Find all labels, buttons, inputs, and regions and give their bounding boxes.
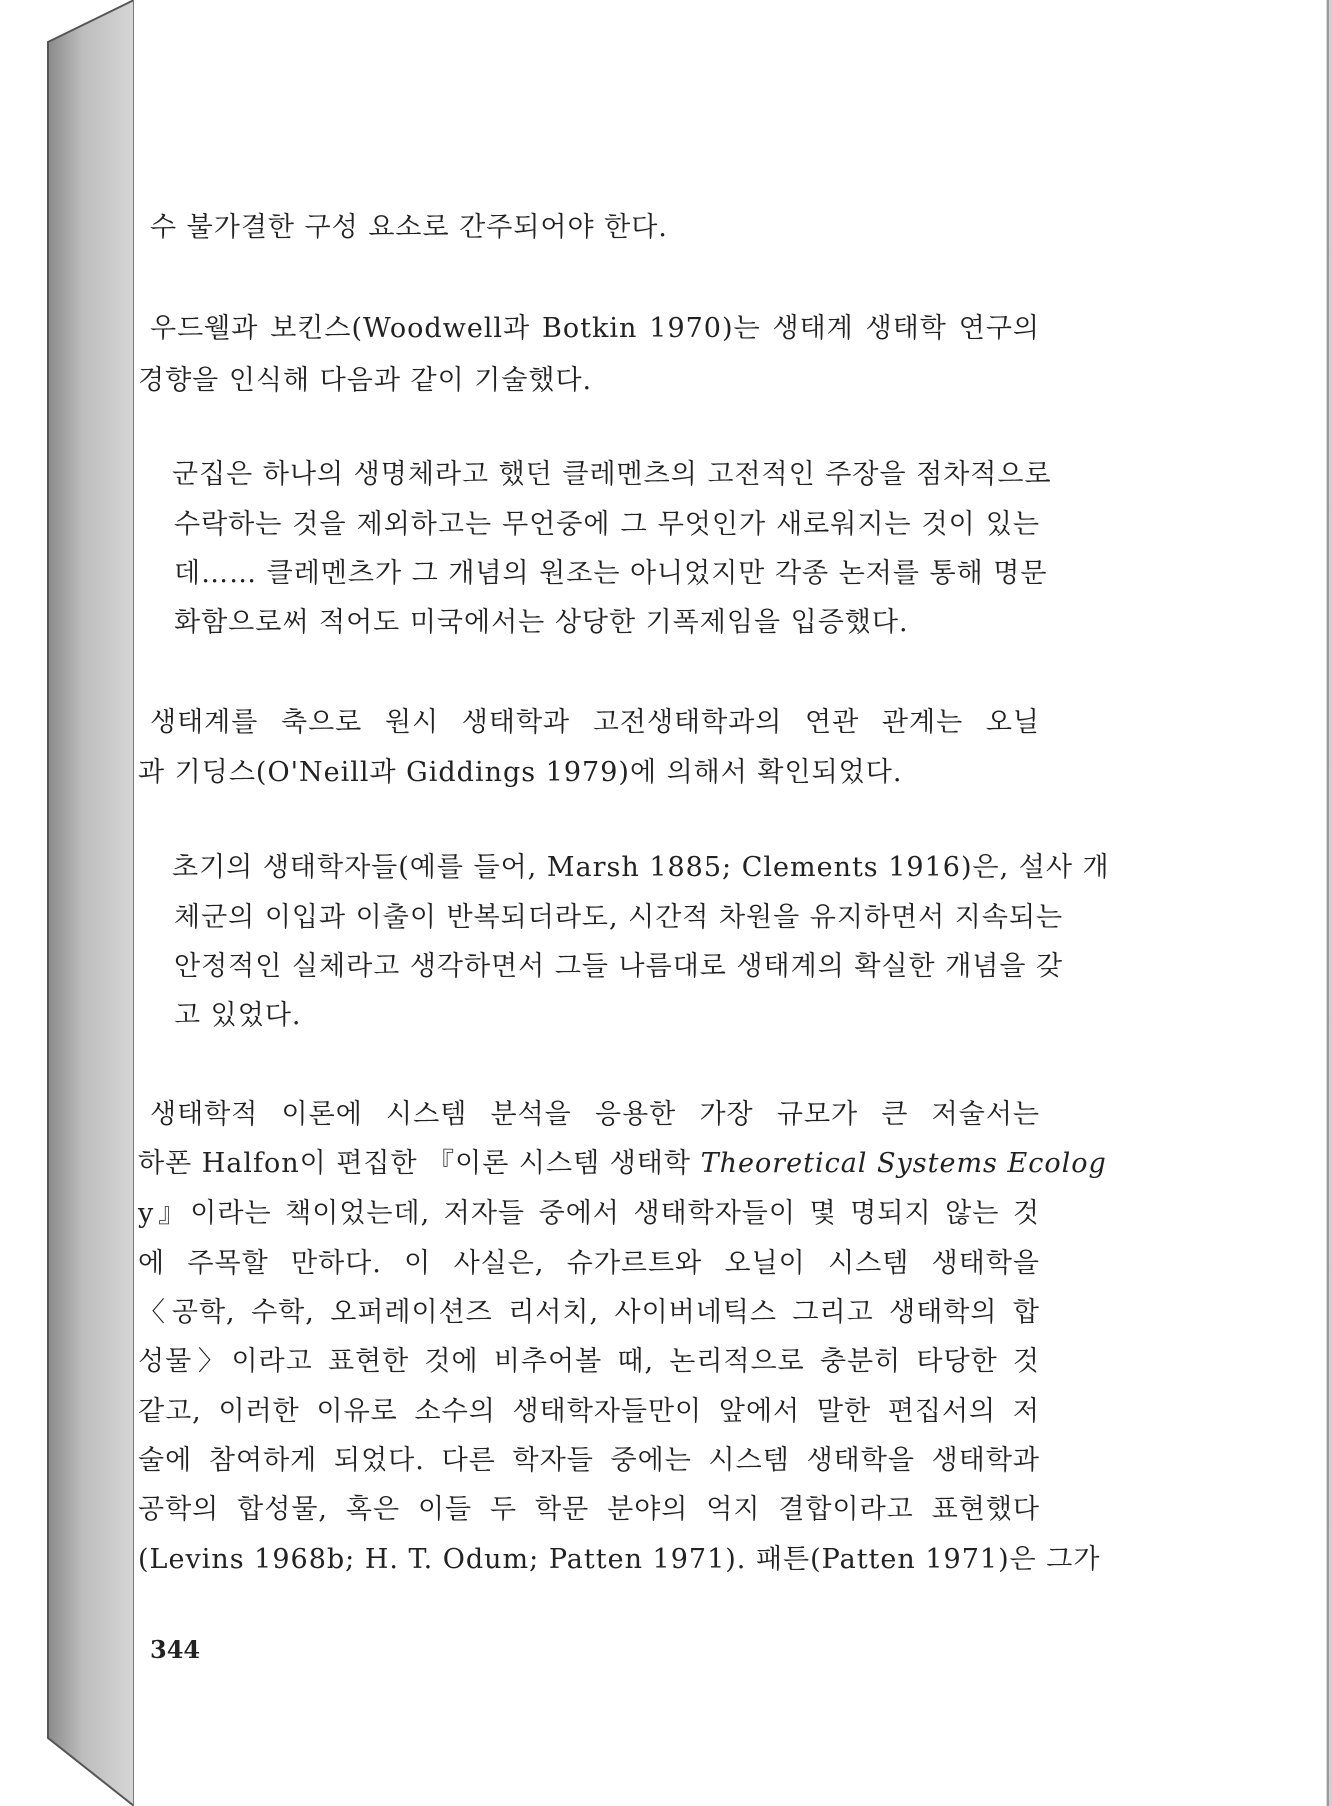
text-line: 경향을 인식해 다음과 같이 기술했다. <box>138 365 593 396</box>
text-line: y』이라는 책이었는데, 저자들 중에서 생태학자들이 몇 명되지 않는 것 <box>138 1198 1040 1229</box>
text-line: 같고, 이러한 이유로 소수의 생태학자들만이 앞에서 말한 편집서의 저 <box>138 1396 1040 1427</box>
text-line: 생태계를 축으로 원시 생태학과 고전생태학과의 연관 관계는 오닐 <box>150 707 1040 738</box>
text-line: (Levins 1968b; H. T. Odum; Patten 1971). 패튼(Patten 1971)은 그가 <box>138 1544 1101 1575</box>
text-line: 우드웰과 보킨스(Woodwell과 Botkin 1970)는 생태계 생태학 연구의 <box>150 313 1040 344</box>
italic-book-title: Theoretical Systems Ecolog <box>700 1148 1107 1179</box>
quote-line: 안정적인 실체라고 생각하면서 그들 나름대로 생태계의 확실한 개념을 갖 <box>174 951 1064 982</box>
text-line: 에 주목할 만하다. 이 사실은, 슈가르트와 오닐이 시스템 생태학을 <box>138 1248 1040 1279</box>
quote-line: 초기의 생태학자들(예를 들어, Marsh 1885; Clements 1916)은, 설사 개 <box>172 852 1110 883</box>
quote-line: 데…… 클레멘츠가 그 개념의 원조는 아니었지만 각종 논저를 통해 명문 <box>174 558 1048 589</box>
quote-line: 화함으로써 적어도 미국에서는 상당한 기폭제임을 입증했다. <box>174 607 909 638</box>
text-line: 공학의 합성물, 혹은 이들 두 학문 분야의 억지 결합이라고 표현했다 <box>138 1494 1040 1525</box>
quote-line: 체군의 이입과 이출이 반복되더라도, 시간적 차원을 유지하면서 지속되는 <box>174 902 1064 933</box>
page-number: 344 <box>150 1635 201 1664</box>
text-line: 술에 참여하게 되었다. 다른 학자들 중에는 시스템 생태학을 생태학과 <box>138 1445 1040 1476</box>
text-segment: 하폰 Halfon이 편집한 『이론 시스템 생태학 <box>138 1148 691 1179</box>
quote-line: 군집은 하나의 생명체라고 했던 클레멘츠의 고전적인 주장을 점차적으로 <box>172 459 1052 490</box>
text-line: 〈공학, 수학, 오퍼레이션즈 리서치, 사이버네틱스 그리고 생태학의 합 <box>138 1297 1040 1328</box>
text-line: 성물〉이라고 표현한 것에 비추어볼 때, 논리적으로 충분히 타당한 것 <box>138 1346 1040 1377</box>
text-line: 생태학적 이론에 시스템 분석을 응용한 가장 규모가 큰 저술서는 <box>150 1099 1040 1130</box>
text-line <box>138 1141 1107 1180</box>
text-line: 수 불가결한 구성 요소로 간주되어야 한다. <box>150 212 668 243</box>
quote-line: 고 있었다. <box>174 1000 302 1031</box>
quote-line: 수락하는 것을 제외하고는 무언중에 그 무엇인가 새로워지는 것이 있는 <box>174 509 1040 540</box>
text-line: 과 기딩스(O'Neill과 Giddings 1979)에 의해서 확인되었다. <box>138 757 903 788</box>
